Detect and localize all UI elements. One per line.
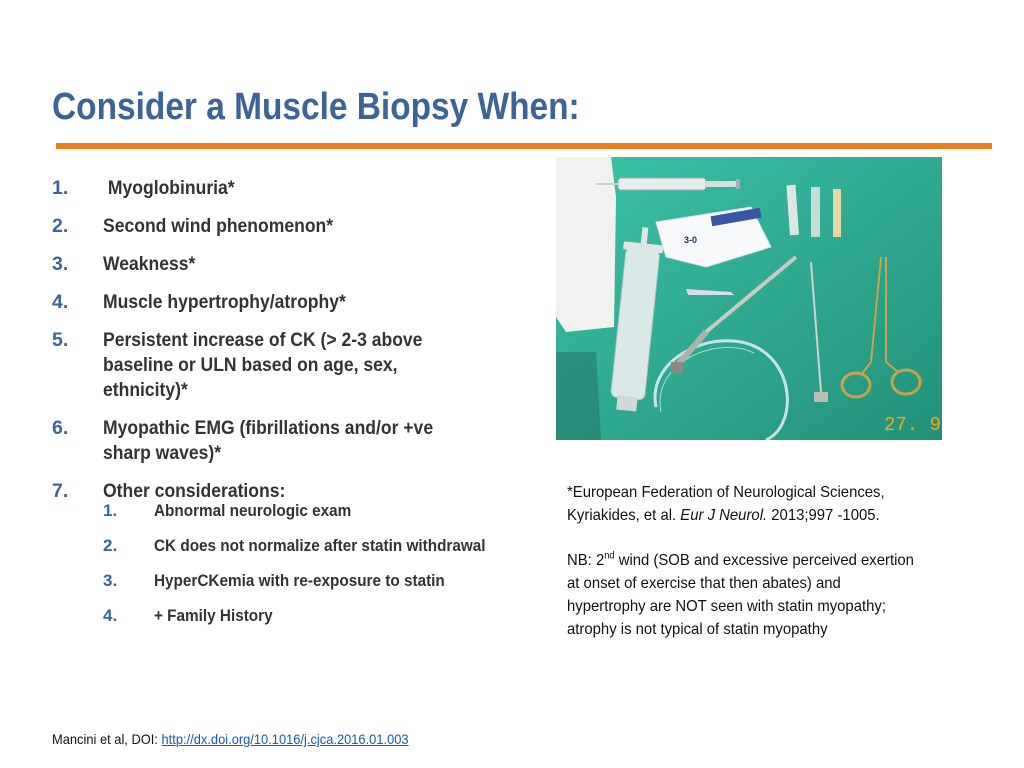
- nb-note: [567, 549, 939, 641]
- criteria-item: [52, 328, 522, 403]
- footer-citation-text: Mancini et al, DOI:: [52, 731, 162, 747]
- item-number: 5.: [52, 329, 69, 351]
- nb-prefix: NB: 2: [567, 552, 605, 569]
- item-number: 1.: [52, 177, 69, 199]
- biopsy-instruments-photo: [556, 157, 942, 440]
- item-text: Muscle hypertrophy/atrophy*: [103, 291, 346, 313]
- other-considerations-list: [103, 500, 533, 640]
- footer-citation: [52, 731, 409, 747]
- item-text: Myopathic EMG (fibrillations and/or +ve sharp waves)*: [103, 417, 434, 464]
- biopsy-instruments-illustration: [556, 157, 942, 440]
- nb-line-2: at onset of exercise that then abates) and: [567, 575, 841, 592]
- reference-citation: [567, 481, 939, 527]
- nb-superscript: nd: [604, 550, 615, 562]
- sub-item-text: HyperCKemia with re-exposure to statin: [154, 571, 445, 590]
- reference-journal: Eur J Neurol.: [680, 507, 768, 524]
- suture-label: 3-0: [684, 235, 698, 245]
- title-underline: [56, 143, 992, 149]
- slide-title: Consider a Muscle Biopsy When:: [52, 86, 580, 128]
- nb-line-3: hypertrophy are NOT seen with statin myopathy;: [567, 598, 886, 615]
- sub-item-text: + Family History: [154, 606, 273, 625]
- criteria-item: [52, 176, 522, 201]
- reference-line-2-prefix: Kyriakides, et al.: [567, 507, 681, 524]
- item-text: Other considerations:: [103, 480, 286, 502]
- item-number: 6.: [52, 417, 69, 439]
- item-text: Persistent increase of CK (> 2-3 above baseline or ULN based on age, sex, ethnicity)*: [103, 329, 423, 401]
- item-number: 2.: [52, 215, 69, 237]
- sub-item-number: 2.: [103, 536, 118, 555]
- item-text: Weakness*: [103, 253, 196, 275]
- criteria-item: [52, 252, 522, 277]
- item-text: Second wind phenomenon*: [103, 215, 334, 237]
- criteria-item: [52, 214, 522, 239]
- sub-item-text: Abnormal neurologic exam: [154, 501, 352, 520]
- reference-line-2-suffix: 2013;997 -1005.: [767, 507, 880, 524]
- reference-line-1: *European Federation of Neurological Sciences,: [567, 484, 885, 501]
- criteria-item: [52, 290, 522, 315]
- sub-item: [103, 605, 533, 627]
- sub-item-number: 4.: [103, 606, 118, 625]
- photo-timestamp: 27. 9: [884, 414, 942, 436]
- sub-item-text: CK does not normalize after statin withdrawal: [154, 536, 486, 555]
- nb-line-1: wind (SOB and excessive perceived exertion: [614, 552, 914, 569]
- criteria-item: [52, 416, 522, 466]
- criteria-list: [52, 176, 522, 517]
- nb-line-4: atrophy is not typical of statin myopathy: [567, 621, 828, 638]
- sub-item: [103, 535, 533, 557]
- sub-item-number: 1.: [103, 501, 118, 520]
- sub-item-number: 3.: [103, 571, 118, 590]
- item-text: Myoglobinuria*: [103, 177, 235, 199]
- item-number: 7.: [52, 480, 69, 502]
- sub-item: [103, 570, 533, 592]
- item-number: 3.: [52, 253, 69, 275]
- doi-link[interactable]: http://dx.doi.org/10.1016/j.cjca.2016.01.003: [161, 731, 409, 747]
- sub-item: [103, 500, 533, 522]
- reference-notes: [567, 481, 967, 663]
- item-number: 4.: [52, 291, 69, 313]
